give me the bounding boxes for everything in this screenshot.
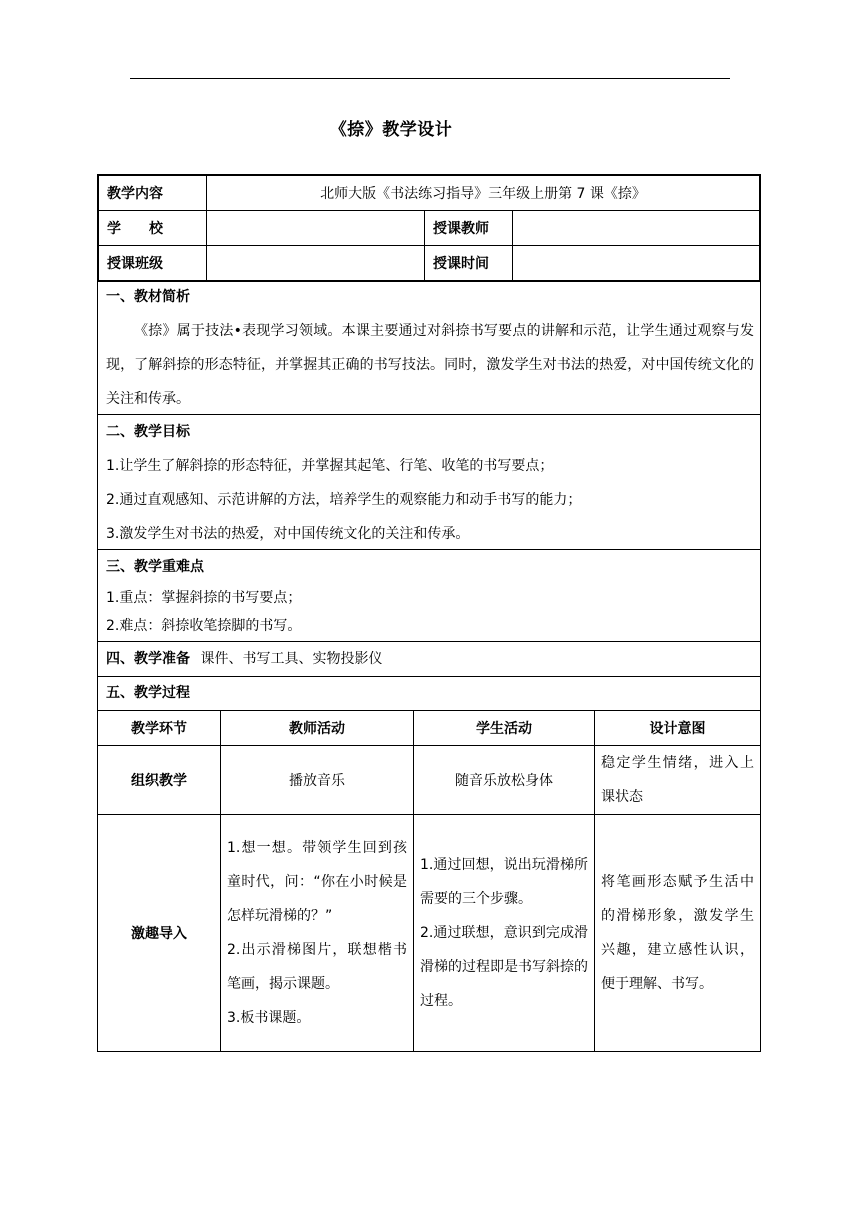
section-4-heading: 四、教学准备 <box>106 651 190 667</box>
class-label: 授课班级 <box>99 246 207 281</box>
section-key-points <box>97 550 761 642</box>
intent-cell <box>595 815 761 1052</box>
goal-item: 3.激发学生对书法的热爱，对中国传统文化的关注和传承。 <box>106 526 470 542</box>
student-activity-cell <box>414 815 595 1052</box>
section-textbook-analysis <box>97 279 761 415</box>
stage-cell: 激趣导入 <box>98 815 221 1052</box>
table-row <box>98 746 761 815</box>
section-process <box>97 677 761 711</box>
process-table <box>97 710 761 1052</box>
section-2-heading: 二、教学目标 <box>106 424 190 440</box>
section-3-heading: 三、教学重难点 <box>106 559 204 575</box>
teacher-activity-item: 3.板书课题。 <box>227 1010 311 1026</box>
student-activity-cell: 随音乐放松身体 <box>414 746 595 815</box>
goal-item: 1.让学生了解斜捺的形态特征，并掌握其起笔、行笔、收笔的书写要点； <box>106 458 554 474</box>
section-teaching-goals <box>97 415 761 550</box>
section-1-heading: 一、教材简析 <box>106 289 190 305</box>
teacher-activity-cell: 播放音乐 <box>221 746 414 815</box>
document-title <box>0 115 860 140</box>
header-rule <box>130 78 730 79</box>
section-5-heading: 五、教学过程 <box>106 685 190 701</box>
section-1-text: 《捺》属于技法•表现学习领域。本课主要通过对斜捺书写要点的讲解和示范，让学生通过观察与发现，了解斜捺的形态特征，并掌握其正确的书写技法。同时，激发学生对书法的热爱，对中国传统文化的关注和传承。 <box>106 323 754 407</box>
info-table <box>97 174 761 282</box>
stage-cell: 组织教学 <box>98 746 221 815</box>
content-value: 北师大版《书法练习指导》三年级上册第 7 课《捺》 <box>207 176 760 211</box>
class-value <box>207 246 425 281</box>
content-label: 教学内容 <box>99 176 207 211</box>
intent-text: 将笔画形态赋予生活中的滑梯形象，激发学生兴趣，建立感性认识，便于理解、书写。 <box>601 874 754 992</box>
intent-cell <box>595 746 761 815</box>
section-4-text: 课件、书写工具、实物投影仪 <box>200 651 383 667</box>
teacher-activity-item: 2.出示滑梯图片，联想楷书笔画，揭示课题。 <box>227 942 407 992</box>
school-value <box>207 211 425 246</box>
teacher-label: 授课教师 <box>425 211 513 246</box>
goal-item: 2.通过直观感知、示范讲解的方法，培养学生的观察能力和动手书写的能力； <box>106 492 582 508</box>
student-activity-item: 1.通过回想，说出玩滑梯所需要的三个步骤。 <box>420 857 588 907</box>
process-header-intent: 设计意图 <box>595 711 761 746</box>
key-point-item: 2.难点：斜捺收笔捺脚的书写。 <box>106 618 302 634</box>
table-row <box>98 815 761 1052</box>
teacher-activity-cell <box>221 815 414 1052</box>
school-label: 学 校 <box>99 211 207 246</box>
intent-text: 稳定学生情绪，进入上课状态 <box>601 755 754 805</box>
teacher-value <box>513 211 760 246</box>
document-title-text: 《捺》教学设计 <box>329 120 453 140</box>
process-header-student: 学生活动 <box>414 711 595 746</box>
time-label: 授课时间 <box>425 246 513 281</box>
time-value <box>513 246 760 281</box>
key-point-item: 1.重点：掌握斜捺的书写要点； <box>106 590 302 606</box>
student-activity-item: 2.通过联想，意识到完成滑滑梯的过程即是书写斜捺的过程。 <box>420 925 588 1009</box>
teacher-activity-item: 1.想一想。带领学生回到孩童时代，问：“你在小时候是怎样玩滑梯的？” <box>227 840 407 924</box>
section-preparation <box>97 642 761 677</box>
process-header-teacher: 教师活动 <box>221 711 414 746</box>
process-header-stage: 教学环节 <box>98 711 221 746</box>
